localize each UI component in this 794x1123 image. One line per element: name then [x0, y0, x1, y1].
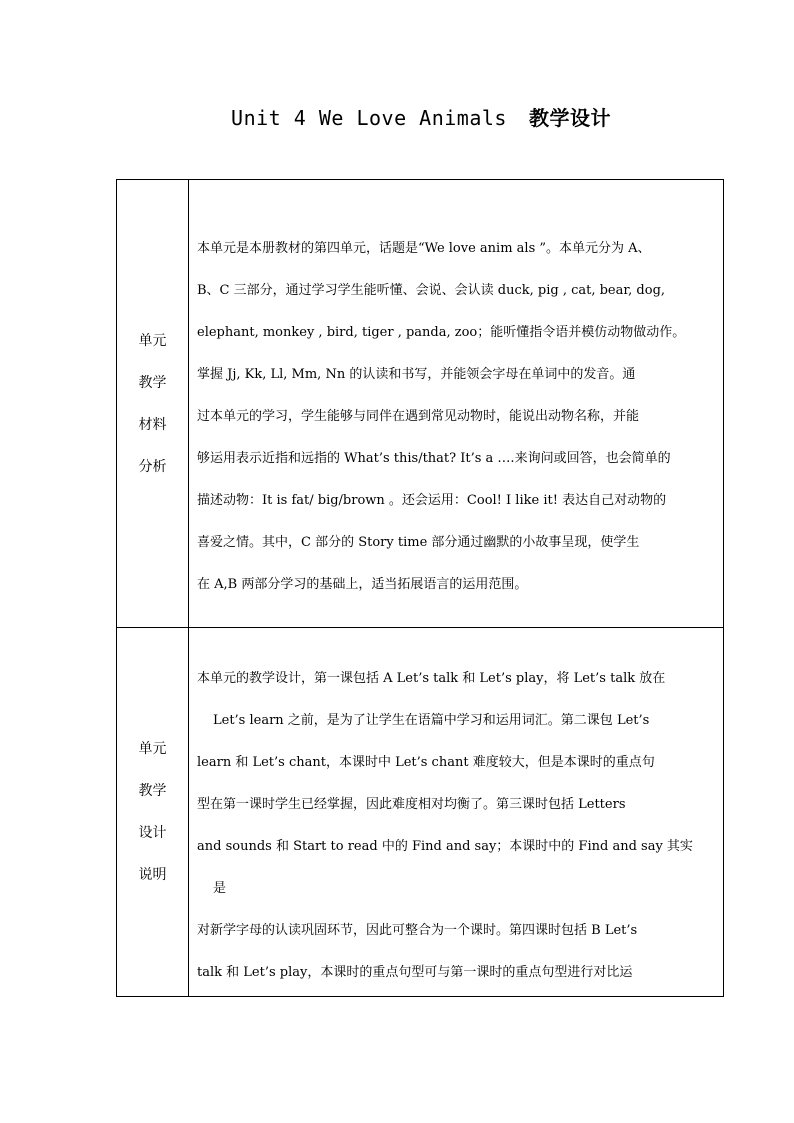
row-content-cell — [189, 180, 724, 628]
table-row-material-analysis — [117, 180, 724, 628]
row-content-cell — [189, 628, 724, 997]
title-english: Unit 4 We Love Animals — [231, 106, 507, 130]
text-line: 够运用表示近指和远指的 What’s this/that? It’s a ….来询问或回答，也会简单的 — [197, 451, 671, 466]
text-line: Let’s learn 之前，是为了让学生在语篇中学习和运用词汇。第二课包 Let’s — [213, 712, 650, 728]
text-line: 对新学字母的认读巩固环节，因此可整合为一个课时。第四课时包括 B Let’s — [197, 922, 638, 938]
text-line: 喜爱之情。其中，C 部分的 Story time 部分通过幽默的小故事呈现，使学生 — [197, 535, 640, 550]
row-label-line: 设计 — [138, 825, 167, 841]
text-line: and sounds 和 Start to read 中的 Find and say；本课时中的 Find and say 其实 — [197, 838, 693, 854]
text-line: 本单元是本册教材的第四单元，话题是“We love anim als ”。本单元分为 A、 — [197, 241, 651, 256]
text-line: 在 A,B 两部分学习的基础上，适当拓展语言的运用范围。 — [197, 577, 528, 592]
text-line: 描述动物：It is fat/ big/brown 。还会运用：Cool! I like it! 表达自己对动物的 — [197, 493, 667, 508]
text-line: 型在第一课时学生已经掌握，因此难度相对均衡了。第三课时包括 Letters — [197, 796, 626, 812]
row-label-line: 教学 — [138, 783, 167, 799]
material-analysis-text — [189, 201, 723, 606]
lesson-plan-table — [116, 179, 724, 997]
text-line: 掌握 Jj, Kk, Ll, Mm, Nn 的认读和书写，并能领会字母在单词中的发音。通 — [197, 367, 636, 382]
row-label-line: 教学 — [138, 374, 167, 391]
text-line: 过本单元的学习，学生能够与同伴在遇到常见动物时，能说出动物名称，并能 — [197, 409, 640, 424]
text-line: 本单元的教学设计，第一课包括 A Let’s talk 和 Let’s play，将 Let’s talk 放在 — [197, 670, 666, 686]
text-line: 是 — [213, 880, 227, 896]
text-line: talk 和 Let’s play，本课时的重点句型可与第一课时的重点句型进行对比运 — [197, 964, 633, 980]
page-title — [0, 102, 794, 131]
row-label-line: 单元 — [138, 741, 167, 757]
table-row-design-notes — [117, 628, 724, 997]
text-line: B、C 三部分，通过学习学生能听懂、会说、会认读 duck, pig , cat, bear, dog, — [197, 283, 666, 298]
row-label-line: 分析 — [138, 458, 167, 475]
title-chinese: 教学设计 — [528, 106, 611, 130]
design-notes-text — [189, 631, 723, 994]
row-label-line: 说明 — [138, 867, 167, 883]
text-line: learn 和 Let’s chant，本课时中 Let’s chant 难度较大，但是本课时的重点句 — [197, 754, 655, 770]
text-line: elephant, monkey , bird, tiger , panda, zoo；能听懂指令语并模仿动物做动作。 — [197, 325, 686, 340]
row-label-line: 材料 — [138, 416, 167, 433]
row-label-cell — [117, 180, 189, 628]
row-label-line: 单元 — [138, 332, 167, 349]
row-label-cell — [117, 628, 189, 997]
